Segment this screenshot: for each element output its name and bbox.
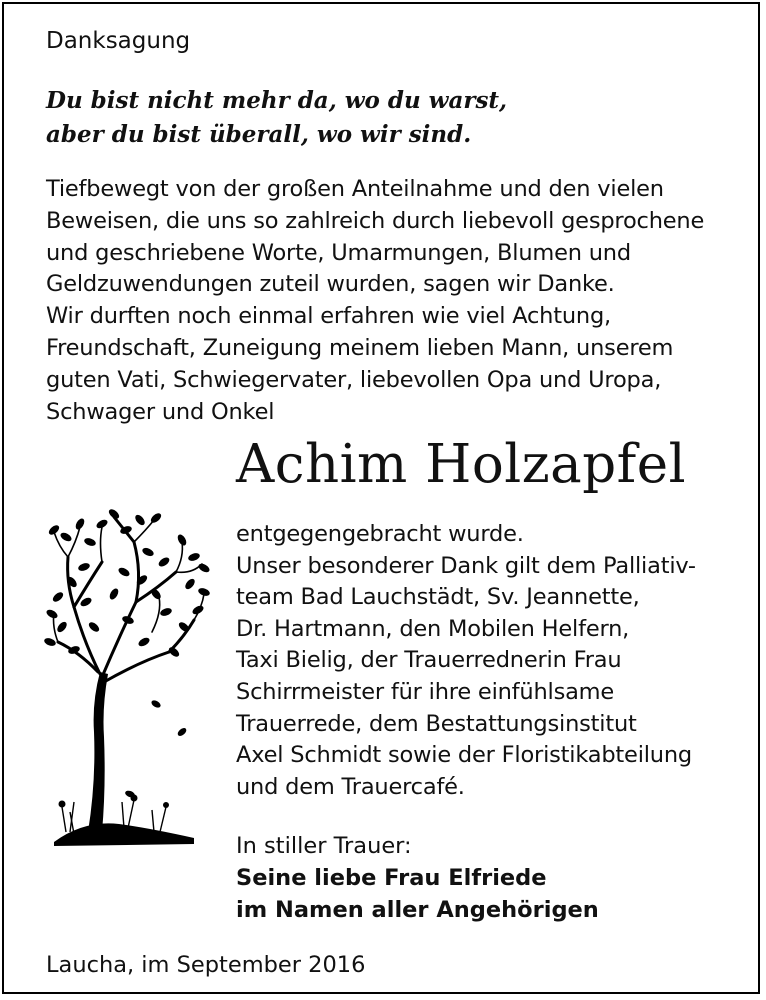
thanks-line: entgegengebracht wurde. [236, 521, 524, 547]
intro-line: Wir durften noch einmal erfahren wie viel Achtung, [46, 303, 612, 330]
intro-line: Geldzuwendungen zuteil wurden, sagen wir Danke. [46, 271, 615, 298]
mourner-wife: Seine liebe Frau Elfriede [236, 865, 547, 891]
intro-line: guten Vati, Schwiegervater, liebevollen Opa und Uropa, [46, 366, 662, 393]
thanks-line: Unser besonderer Dank gilt dem Palliativ- [236, 552, 696, 579]
mourning-intro: In stiller Trauer: [236, 833, 412, 859]
intro-line: Schwager und Onkel [46, 398, 275, 425]
motto-line: Du bist nicht mehr da, wo du warst, [46, 87, 508, 114]
thanks-line: Schirrmeister für ihre einfühlsame [236, 678, 615, 705]
intro-line: Beweisen, die uns so zahlreich durch liebevoll gesprochene [46, 207, 705, 234]
mourner-family: im Namen aller Angehörigen [236, 897, 599, 923]
thanks-line: Axel Schmidt sowie der Floristikabteilung [236, 742, 692, 769]
thanks-line: und dem Trauercafé. [236, 773, 465, 800]
intro-paragraph [46, 174, 704, 428]
obituary-notice [2, 2, 760, 994]
thanks-line: Trauerrede, dem Bestattungsinstitut [236, 710, 637, 737]
motto [46, 84, 507, 152]
motto-line: aber du bist überall, wo wir sind. [46, 121, 472, 148]
thanks-line: Dr. Hartmann, den Mobilen Helfern, [236, 615, 630, 642]
deceased-name: Achim Holzapfel [236, 434, 687, 495]
thanks-paragraph [236, 519, 696, 803]
intro-line: Freundschaft, Zuneigung meinem lieben Mann, unserem [46, 334, 674, 361]
intro-line: und geschriebene Worte, Umarmungen, Blumen und [46, 239, 631, 266]
thanks-line: Taxi Bielig, der Trauerrednerin Frau [236, 647, 622, 674]
mourners-block [236, 830, 599, 926]
intro-line: Tiefbewegt von der großen Anteilnahme und den vielen [46, 176, 664, 202]
heading: Danksagung [46, 28, 191, 54]
place-date: Laucha, im September 2016 [46, 952, 366, 978]
thanks-line: team Bad Lauchstädt, Sv. Jeannette, [236, 584, 640, 611]
tree-silhouette-icon [44, 502, 214, 852]
